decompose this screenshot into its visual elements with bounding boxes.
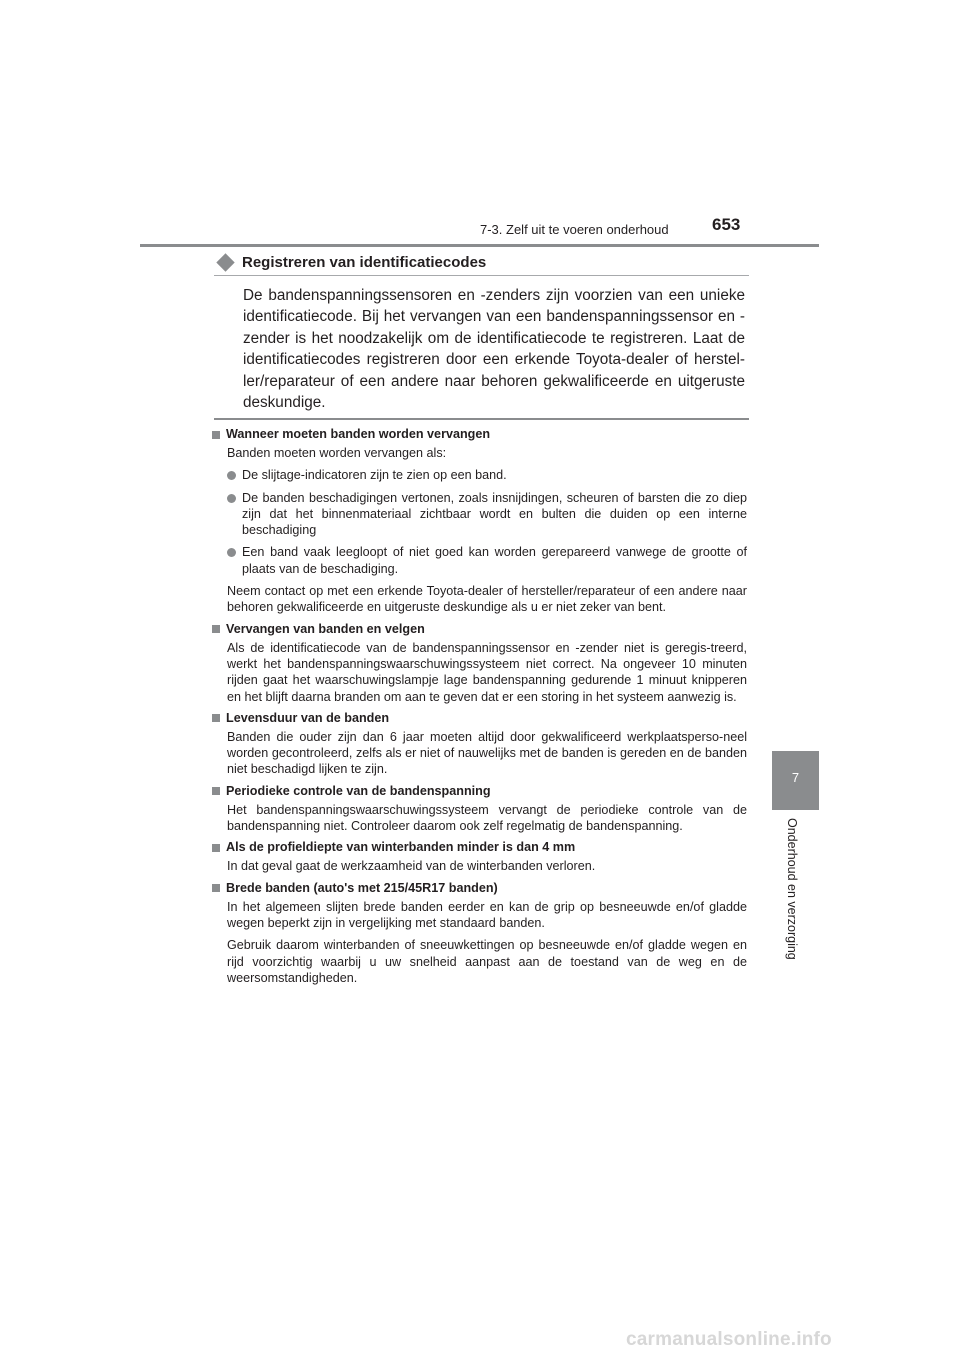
registration-rule	[214, 275, 749, 276]
note-heading-wide	[211, 880, 747, 897]
list-item-text: De slijtage-indicatoren zijn te zien op een band.	[242, 468, 507, 483]
header-section-title: 7-3. Zelf uit te voeren onderhoud	[480, 222, 669, 237]
note-heading-wheels	[211, 621, 747, 638]
square-bullet-icon	[212, 431, 220, 439]
circle-bullet-icon	[227, 471, 236, 480]
chapter-label: Onderhoud en verzorging	[785, 818, 799, 960]
page-number: 653	[712, 215, 741, 234]
circle-bullet-icon	[227, 494, 236, 503]
square-bullet-icon	[212, 714, 220, 722]
header-rule	[140, 244, 819, 247]
note-paragraph: Gebruik daarom winterbanden of sneeuwkettingen op besneeuwde en/of gladde wegen en rijd voorzichtig waarbij u uw snelheid aanpast aan de toestand van de weg en de weersomstandigheden.	[227, 938, 747, 985]
section-divider	[214, 418, 749, 420]
registration-title: Registreren van identificatiecodes	[242, 254, 487, 271]
square-bullet-icon	[212, 787, 220, 795]
note-heading-text: Als de profieldiepte van winterbanden minder is dan 4 mm	[226, 840, 576, 855]
square-bullet-icon	[212, 884, 220, 892]
note-heading-text: Vervangen van banden en velgen	[226, 621, 425, 636]
diamond-bullet-icon	[216, 253, 234, 271]
note-paragraph: Het bandenspanningswaarschuwingssysteem vervangt de periodieke controle van de bandenspanning niet. Controleer daarom ook zelf regelmatig de bandenspanning.	[227, 802, 747, 834]
list-item	[227, 544, 747, 577]
note-heading-text: Periodieke controle van de bandenspanning	[226, 783, 491, 798]
note-heading-periodic	[211, 783, 747, 800]
notes-section	[211, 426, 747, 986]
watermark: carmanualsonline.info	[626, 1329, 832, 1350]
note-paragraph: Als de identificatiecode van de bandenspanningssensor en -zender niet is geregis-treerd, werkt het bandenspanningswaarschuwingssysteem niet correct. Na ongeveer 10 minuten rijden gaat het waarschuwingslampje lage bandenspanning gedurende 1 minuut knipperen en het blijft daarna branden om aan te geven dat er een storing in het systeem aanwezig is.	[227, 640, 747, 704]
note-heading-lifespan	[211, 710, 747, 727]
note-heading-text: Wanneer moeten banden worden vervangen	[226, 427, 491, 441]
note-heading-depth	[211, 839, 747, 856]
registration-heading	[216, 254, 486, 271]
note-heading-replace	[211, 426, 747, 443]
note-paragraph: Neem contact op met een erkende Toyota-dealer of hersteller/reparateur of een andere naar behoren gekwalificeerde en uitgeruste deskundige als u er niet zeker van bent.	[227, 584, 747, 615]
chapter-tab	[772, 751, 819, 810]
note-heading-text: Brede banden (auto's met 215/45R17 banden)	[226, 880, 498, 895]
circle-bullet-icon	[227, 548, 236, 557]
square-bullet-icon	[212, 844, 220, 852]
list-item-text: Een band vaak leegloopt of niet goed kan worden gerepareerd vanwege de grootte of plaats van de beschadiging.	[242, 545, 747, 576]
square-bullet-icon	[212, 625, 220, 633]
chapter-number: 7	[791, 770, 800, 785]
registration-body: De bandenspanningssensoren en -zenders zijn voorzien van een unieke identificatiecode. Bij het vervangen van een bandenspanningssensor en -zender is het noodzakelijk om de identificatiecode te registreren. Laat de identificatiecodes registreren door een erkende Toyota-dealer of herstel-ler/reparateur of een andere naar behoren gekwalificeerde en uitgeruste deskundige.	[243, 287, 745, 412]
list-item	[227, 467, 747, 483]
list-item	[227, 490, 747, 539]
note-heading-text: Levensduur van de banden	[226, 710, 390, 725]
list-item-text: De banden beschadigingen vertonen, zoals insnijdingen, scheuren of barsten die zo diep zijn dat het binnenmateriaal zichtbaar wordt en bulten die duiden op een interne beschadiging	[242, 490, 747, 538]
note-paragraph: In het algemeen slijten brede banden eerder en kan de grip op besneeuwde en/of gladde wegen beperkt zijn in vergelijking met standaard banden.	[227, 899, 747, 930]
note-paragraph: Banden die ouder zijn dan 6 jaar moeten altijd door gekwalificeerd werkplaatsperso-neel worden gecontroleerd, zelfs als er niet of nauwelijks met de banden is gereden en de banden niet beschadigd lijken te zijn.	[227, 729, 747, 777]
note-paragraph: Banden moeten worden vervangen als:	[227, 446, 447, 460]
note-paragraph: In dat geval gaat de werkzaamheid van de winterbanden verloren.	[227, 859, 596, 874]
